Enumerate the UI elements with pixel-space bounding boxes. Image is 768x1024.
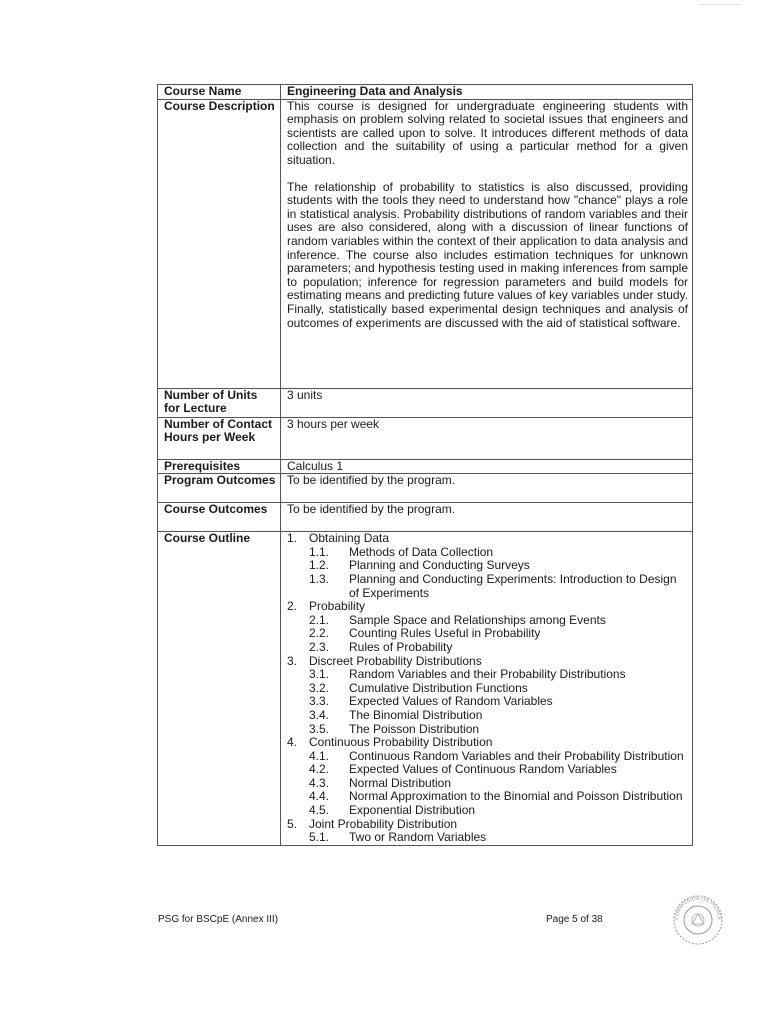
program-outcomes-value: To be identified by the program. bbox=[281, 474, 693, 503]
outline-item-text: Expected Values of Continuous Random Variables bbox=[349, 762, 617, 777]
outline-item bbox=[287, 831, 688, 845]
outline-item-number: 1. bbox=[287, 531, 298, 546]
outline-item-number: 2.3. bbox=[309, 639, 330, 654]
course-table bbox=[157, 84, 693, 846]
course-name-label: Course Name bbox=[158, 85, 281, 100]
outline-item-number: 2.1. bbox=[309, 612, 330, 627]
svg-text:COMMISSION ON HIGHER EDUCATION: COMMISSION ON HIGHER bbox=[673, 895, 723, 921]
outline-item-text: Planning and Conducting Surveys bbox=[349, 558, 530, 573]
outline-item bbox=[287, 559, 688, 573]
outline-item bbox=[287, 818, 688, 832]
outline-item-number: 3.4. bbox=[309, 707, 330, 722]
outline-item-number: 1.2. bbox=[309, 558, 330, 573]
outline-item bbox=[287, 750, 688, 764]
course-outcomes-label: Course Outcomes bbox=[158, 503, 281, 532]
contact-hours-value: 3 hours per week bbox=[281, 417, 693, 459]
outline-item-number: 4.5. bbox=[309, 803, 330, 818]
outline-item-text: The Poisson Distribution bbox=[349, 721, 480, 736]
outline-item-number: 4.4. bbox=[309, 789, 330, 804]
outline-item bbox=[287, 600, 688, 614]
outline-item bbox=[287, 790, 688, 804]
outline-item-text: Joint Probability Distribution bbox=[309, 816, 458, 831]
course-description-paragraph-1: This course is designed for undergraduate engineering students with emphasis on problem solving related to societal issues that engineers and scientists are called upon to solve. It introduces different methods of data collection and the suitability of using a particular method for a given situation. bbox=[287, 98, 688, 167]
prerequisites-row bbox=[158, 459, 693, 474]
contact-hours-row bbox=[158, 417, 693, 459]
course-description-label: Course Description bbox=[158, 99, 281, 388]
outline-item-text: Planning and Conducting Experiments: Introduction to Design of Experiments bbox=[349, 571, 677, 600]
outline-item bbox=[287, 736, 688, 750]
outline-item-text: Continuous Probability Distribution bbox=[309, 735, 493, 750]
program-outcomes-label: Program Outcomes bbox=[158, 474, 281, 503]
outline-item-number: 5.1. bbox=[309, 830, 330, 845]
outline-item-text: Probability bbox=[309, 599, 366, 614]
prerequisites-label: Prerequisites bbox=[158, 459, 281, 474]
course-outcomes-row bbox=[158, 503, 693, 532]
program-outcomes-row bbox=[158, 474, 693, 503]
outline-item-number: 2. bbox=[287, 599, 298, 614]
outline-item-text: The Binomial Distribution bbox=[349, 707, 483, 722]
outline-item-text: Sample Space and Relationships among Events bbox=[349, 612, 606, 627]
outline-item-number: 5. bbox=[287, 816, 298, 831]
outline-item-text: Normal Distribution bbox=[349, 775, 452, 790]
footer-page-number: Page 5 of 38 bbox=[546, 914, 603, 925]
course-outline-row bbox=[158, 532, 693, 846]
outline-item bbox=[287, 532, 688, 546]
outline-item-number: 3.5. bbox=[309, 721, 330, 736]
outline-item-text: Cumulative Distribution Functions bbox=[349, 680, 528, 695]
outline-item bbox=[287, 695, 688, 709]
outline-item-number: 4.1. bbox=[309, 748, 330, 763]
outline-item bbox=[287, 668, 688, 682]
outline-item-number: 3.2. bbox=[309, 680, 330, 695]
contact-hours-label: Number of Contact Hours per Week bbox=[158, 417, 281, 459]
outline-item bbox=[287, 777, 688, 791]
outline-item-text: Two or Random Variables bbox=[349, 830, 487, 845]
outline-item bbox=[287, 627, 688, 641]
prerequisites-value: Calculus 1 bbox=[281, 459, 693, 474]
outline-item bbox=[287, 573, 688, 600]
outline-item-text: Methods of Data Collection bbox=[349, 544, 494, 559]
course-outcomes-value: To be identified by the program. bbox=[281, 503, 693, 532]
outline-item-text: Random Variables and their Probability Distributions bbox=[349, 667, 626, 682]
outline-item bbox=[287, 723, 688, 737]
outline-item-number: 3. bbox=[287, 653, 298, 668]
outline-item-text: Rules of Probability bbox=[349, 639, 453, 654]
course-description-paragraph-2: The relationship of probability to statistics is also discussed, providing students with the tools they need to understand how "chance" plays a role in statistical analysis. Probability distributions of random variables and their uses are also considered, along with a discussion of linear functions of random variables within the context of their application to data analysis and inference. The course also includes estimation techniques for unknown parameters; and hypothesis testing used in making inferences from sample to population; inference for regression parameters and build models for estimating means and predicting future values of key variables under study. Finally, statistically based experimental design techniques and analysis of outcomes of experiments are discussed with the aid of statistical software. bbox=[287, 179, 688, 330]
course-description-cell bbox=[281, 99, 693, 388]
outline-item-number: 4. bbox=[287, 735, 298, 750]
outline-item bbox=[287, 614, 688, 628]
course-name-value: Engineering Data and Analysis bbox=[281, 85, 693, 100]
outline-item bbox=[287, 682, 688, 696]
outline-item-text: Expected Values of Random Variables bbox=[349, 694, 553, 709]
outline-item bbox=[287, 546, 688, 560]
course-outline-label: Course Outline bbox=[158, 532, 281, 846]
outline-item bbox=[287, 804, 688, 818]
outline-item-text: Exponential Distribution bbox=[349, 803, 476, 818]
units-value: 3 units bbox=[281, 388, 693, 417]
outline-item-text: Discreet Probability Distributions bbox=[309, 653, 482, 668]
outline-item-text: Obtaining Data bbox=[309, 531, 390, 546]
outline-item-number: 1.3. bbox=[309, 571, 330, 586]
outline-item-text: Continuous Random Variables and their Probability Distribution bbox=[349, 748, 684, 763]
course-description-row bbox=[158, 99, 693, 388]
outline-item bbox=[287, 763, 688, 777]
outline-item bbox=[287, 641, 688, 655]
footer-document-id: PSG for BSCpE (Annex III) bbox=[158, 914, 279, 925]
outline-item-number: 2.2. bbox=[309, 626, 330, 641]
units-row bbox=[158, 388, 693, 417]
outline-item-number: 1.1. bbox=[309, 544, 330, 559]
outline-item-text: Normal Approximation to the Binomial and Poisson Distribution bbox=[349, 789, 683, 804]
course-outline-list bbox=[287, 532, 688, 845]
outline-item-number: 4.2. bbox=[309, 762, 330, 777]
course-outline-cell bbox=[281, 532, 693, 846]
outline-item bbox=[287, 655, 688, 669]
outline-item-number: 4.3. bbox=[309, 775, 330, 790]
outline-item-text: Counting Rules Useful in Probability bbox=[349, 626, 541, 641]
course-name-row bbox=[158, 85, 693, 100]
outline-item-number: 3.1. bbox=[309, 667, 330, 682]
outline-item-number: 3.3. bbox=[309, 694, 330, 709]
scan-mark bbox=[700, 4, 740, 5]
ched-seal-icon bbox=[666, 888, 730, 948]
units-label: Number of Units for Lecture bbox=[158, 388, 281, 417]
outline-item bbox=[287, 709, 688, 723]
